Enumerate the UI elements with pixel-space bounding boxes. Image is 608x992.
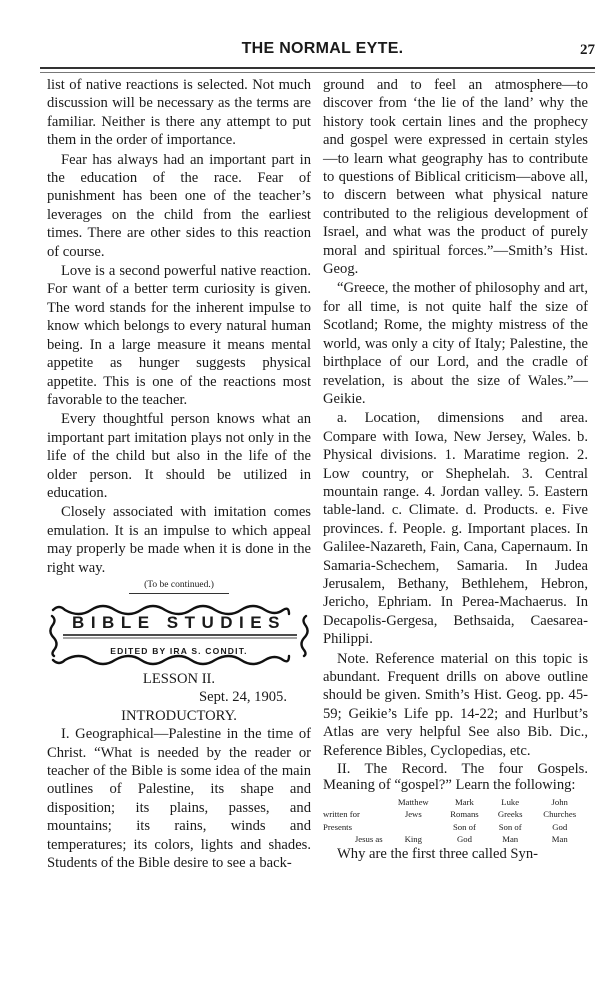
table-header-cell: Luke [501,797,520,808]
table-header-cell: Mark [455,797,474,808]
table-cell: Man [551,833,568,844]
table-header-cell: John [551,797,568,808]
table-cell: Romans [450,809,479,820]
paragraph: list of native reactions is selected. Not much discussion will be necessary as the terms are familiar. Neither is there any attempt to put them in the order of importance. [47,77,311,149]
paragraph: a. Location, dimensions and area. Compare with Iowa, New Jersey, Wales. b. Physical divisions. 1. Maratime region. 2. Low country, or Shephelah. 3. Central mountain range. 4. Jordan valley. 5. Eastern table-land. c. Climate. d. Products. e. Five provinces. f. People. g. Important places. In Galilee-Nazareth, Fain, Cana, Capernaum. In Samaria-Schechem, Samaria. In Judea Jerusalem, Bethany, Bethlehem, Hebron, Jericho, Ephriam. In Perea-Machaerus. In Decapolis-Gergesa, Bethsaida, Caesarea-Philippi. [323,410,588,648]
table-cell: Jews [404,809,422,820]
paragraph: Fear has always had an important part in the education of the race. Fear of punishment has been one of the teacher’s leverages on the child from the earliest times. There are other sides to this reaction of course. [47,151,311,260]
table-cell: Man [502,833,519,844]
paragraph: Note. Reference material on this topic is abundant. Frequent drills on above outline should be given. Smith’s Hist. Geog. pp. 45-59; Geikie’s Life pp. 14-22; and Hurlbut’s Atlas are very helpful See also Bib. Dic., Reference Bibles, Cyclopedias, etc. [323,650,588,759]
table-row [323,821,588,833]
table-cell: Churches [543,809,577,820]
table-cell [323,796,387,808]
lesson-title: LESSON II. [142,670,216,687]
table-cell: God [552,821,568,832]
table-cell: Son of [498,821,522,832]
paragraph: Love is a second powerful native reaction. For want of a better term curiosity is given. The word stands for the inherent impulse to know which belongs to every natural human being. In a large measure it means mental appetite as hunger suggests physical appetite. This is one of the reactions most favorable to the teacher. [47,263,311,408]
lesson-date: Sept. 24, 1905. [199,689,287,706]
header-rule [40,67,595,73]
paragraph: II. The Record. The four Gospels. Meaning of “gospel?” Learn the following: [323,761,588,794]
table-cell: God [456,833,472,844]
divider [129,593,229,594]
lesson-subtitle: INTRODUCTORY. [121,707,237,724]
page-number: 27 [580,42,595,58]
table-cell [387,821,440,833]
left-column [47,76,311,872]
table-cell: Presents [323,821,352,832]
table-header-cell: Matthew [397,797,429,808]
table-header-row [323,796,588,808]
journal-title: THE NORMAL EYTE. [241,40,404,57]
paragraph: Every thoughtful person knows what an important part imitation plays not only in the life of the child but also in the life of the older person. It should be utilized in education. [47,411,311,501]
bible-studies-banner [47,602,311,668]
table-cell: written for [323,809,360,820]
table-cell: King [404,833,422,844]
paragraph: Closely associated with imitation comes emulation. It is an impulse to which appeal may properly be made when it is done in the right way. [47,504,311,576]
section-title: BIBLE STUDIES [72,612,286,632]
table-cell: Jesus as [354,833,383,844]
table-cell: Son of [452,821,476,832]
table-row [323,808,588,820]
paragraph: I. Geographical—Palestine in the time of Christ. “What is needed by the reader or teacher of the Bible is some idea of the main outlines of Palestine, its shape and disposition; its plains, passes, and mountains; its rains, winds and temperatures; its colors, lights and shades. Students of the Bible desire to see a back- [47,726,311,872]
paragraph: ground and to feel an atmosphere—to discover from ‘the lie of the land’ why the history took certain lines and the prophecy and gospel were expressed in certain styles—to learn what geography has to contribute to questions of Biblical criticism—above all, to discern between what physical nature contributed to the religious development of Israel, and what was the product of purely moral and spiritual forces.”—Smith’s Hist. Geog. [323,77,588,278]
gospel-table [323,796,588,845]
continued-note: (To be continued.) [144,579,214,590]
paragraph: Why are the first three called Syn- [337,846,538,863]
right-column [323,76,588,864]
section-editor: EDITED BY IRA S. CONDIT. [110,645,248,656]
running-head [40,40,595,64]
table-row [323,833,588,845]
table-cell: Greeks [497,809,523,820]
paragraph: “Greece, the mother of philosophy and art, for all time, is not quite half the size of Scotland; Rome, the mighty mistress of the world, was only a city of Italy; Palestine, the birthplace of our Lord, and the cradle of revelation, is about the size of Wales.”—Geikie. [323,280,588,407]
